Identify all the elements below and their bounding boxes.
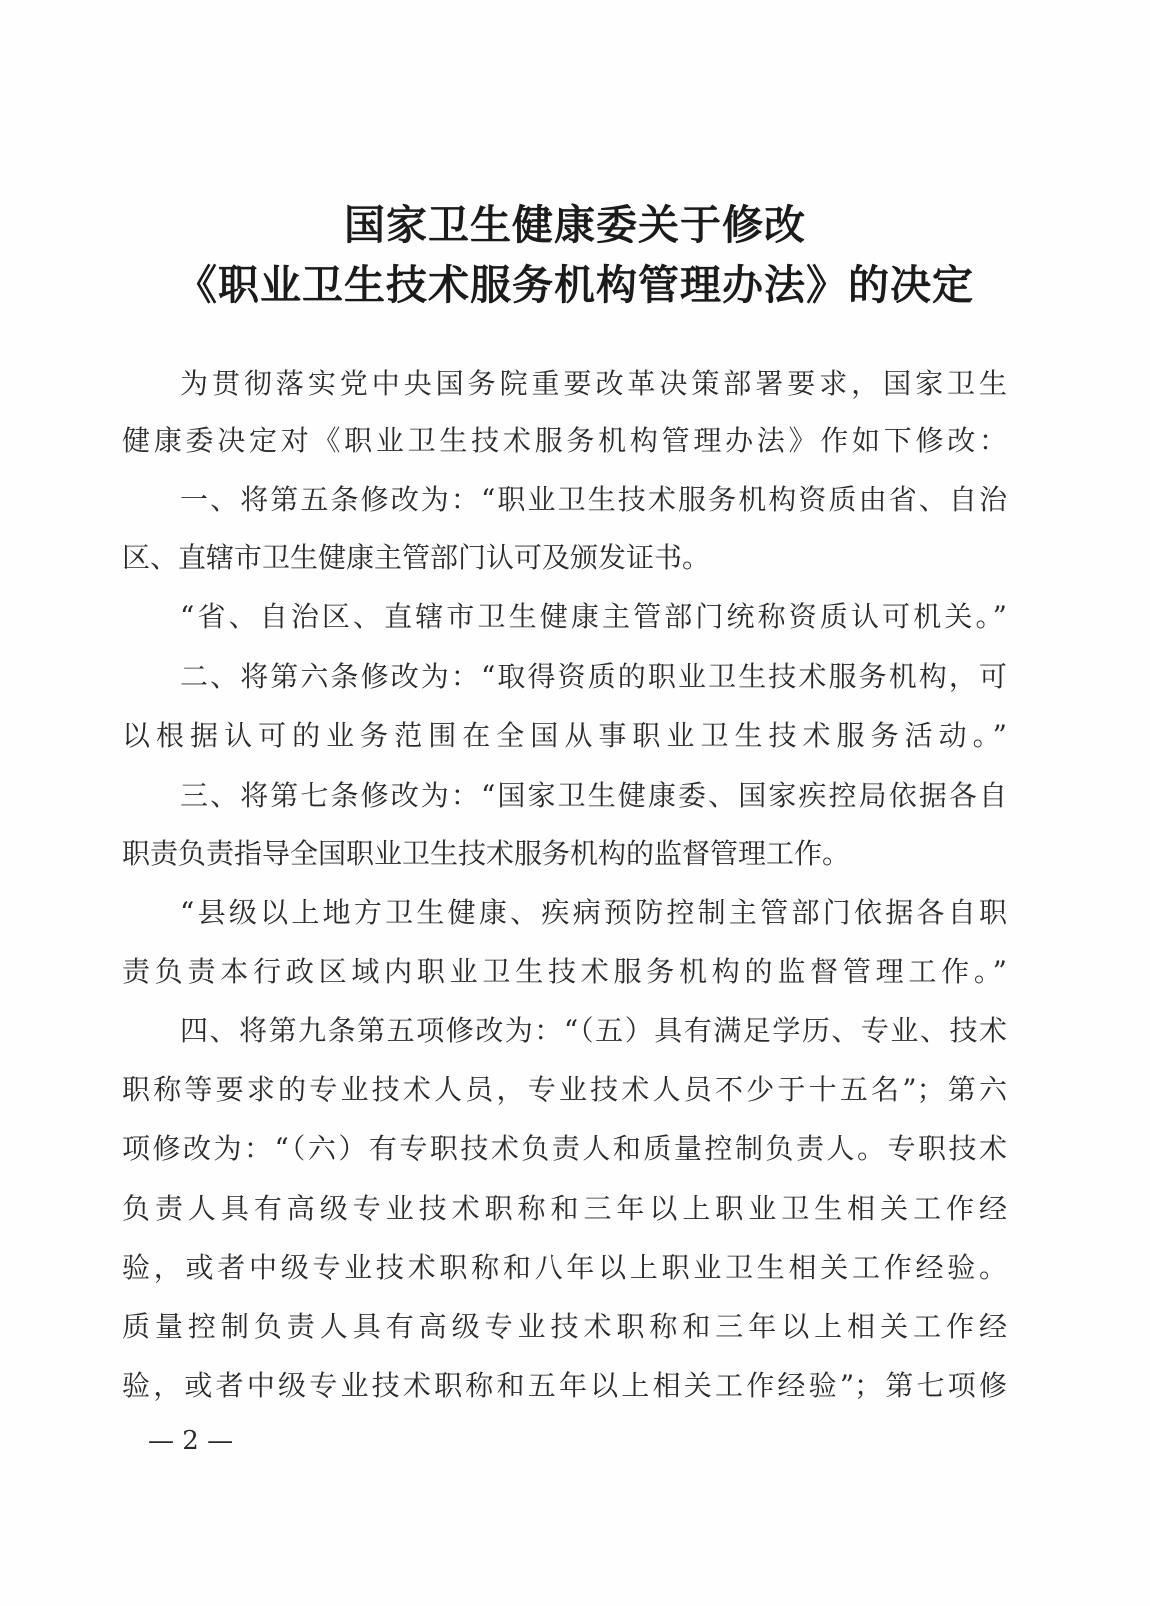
paragraph-line: 质量控制负责人具有高级专业技术职称和三年以上相关工作经 [122,1310,1007,1343]
paragraph-line: 一、将第五条修改为：“职业卫生技术服务机构资质由省、自治 [180,483,1007,516]
paragraph-line: 职称等要求的专业技术人员，专业技术人员不少于十五名”；第六 [122,1073,1007,1106]
paragraph-line: 验，或者中级专业技术职称和五年以上相关工作经验”；第七项修 [122,1369,1007,1402]
paragraph-line: 区、直辖市卫生健康主管部门认可及颁发证书。 [122,541,711,574]
paragraph-line: 二、将第六条修改为：“取得资质的职业卫生技术服务机构，可 [180,660,1007,693]
paragraph-line: 负责人具有高级专业技术职称和三年以上职业卫生相关工作经 [122,1192,1007,1225]
paragraph-line: 责负责本行政区域内职业卫生技术服务机构的监督管理工作。” [122,955,1007,988]
paragraph-line: 项修改为：“（六）有专职技术负责人和质量控制负责人。专职技术 [122,1132,1007,1165]
paragraph-line: 以根据认可的业务范围在全国从事职业卫生技术服务活动。” [122,719,1007,752]
page-number: — 2 — [148,1426,234,1456]
paragraph-line: “省、自治区、直辖市卫生健康主管部门统称资质认可机关。” [180,600,1007,633]
paragraph-line: “县级以上地方卫生健康、疾病预防控制主管部门依据各自职 [180,896,1007,929]
paragraph-line: 四、将第九条第五项修改为：“（五）具有满足学历、专业、技术 [180,1014,1007,1047]
paragraph-line: 健康委决定对《职业卫生技术服务机构管理办法》作如下修改： [122,424,1007,457]
document-title-line-2: 《职业卫生技术服务机构管理办法》的决定 [176,261,974,309]
paragraph-line: 验，或者中级专业技术职称和八年以上职业卫生相关工作经验。 [122,1251,1007,1284]
paragraph-line: 三、将第七条修改为：“国家卫生健康委、国家疾控局依据各自 [180,779,1007,812]
paragraph-line: 职责负责指导全国职业卫生技术服务机构的监督管理工作。 [122,837,851,870]
document-title-line-1: 国家卫生健康委关于修改 [344,201,806,249]
paragraph-line: 为贯彻落实党中央国务院重要改革决策部署要求，国家卫生 [180,367,1007,400]
